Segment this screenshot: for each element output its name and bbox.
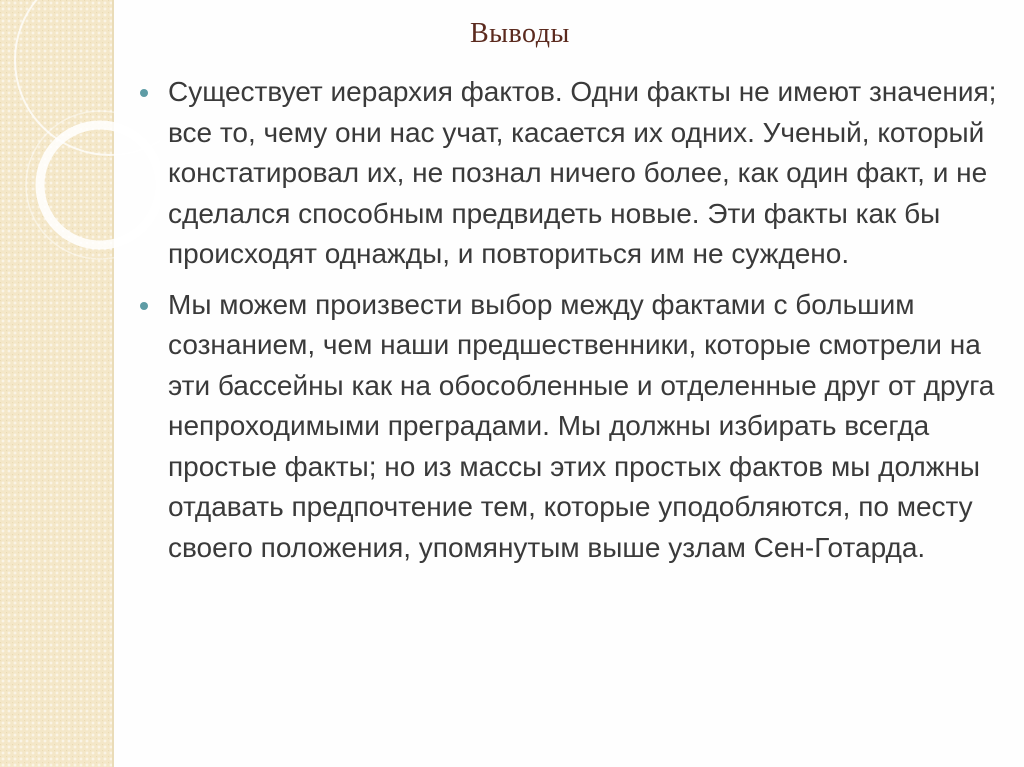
bullet-list: [136, 72, 1006, 578]
bullet-text-1: Существует иерархия фактов. Одни факты не имеют значения; все то, чему они нас учат, касается их одних. Ученый, который констатировал их, не познал ничего более, как один факт, и не сделался способным предвидеть новые. Эти факты как бы происходят однажды, и повториться им не суждено.: [168, 76, 997, 269]
bullet-dot-icon: [140, 302, 148, 310]
bullet-item-2: [136, 285, 1006, 569]
slide-title: Выводы: [470, 18, 570, 49]
bullet-text-2: Мы можем произвести выбор между фактами с большим сознанием, чем наши предшественники, которые смотрели на эти бассейны как на обособленные и отделенные друг от друга непроходимыми преградами. Мы должны избирать всегда простые факты; но из массы этих простых фактов мы должны отдавать предпочтение тем, которые уподобляются, по месту своего положения, упомянутым выше узлам Сен-Готарда.: [168, 288, 995, 563]
bullet-item-1: [136, 72, 1006, 275]
bullet-dot-icon: [140, 89, 148, 97]
